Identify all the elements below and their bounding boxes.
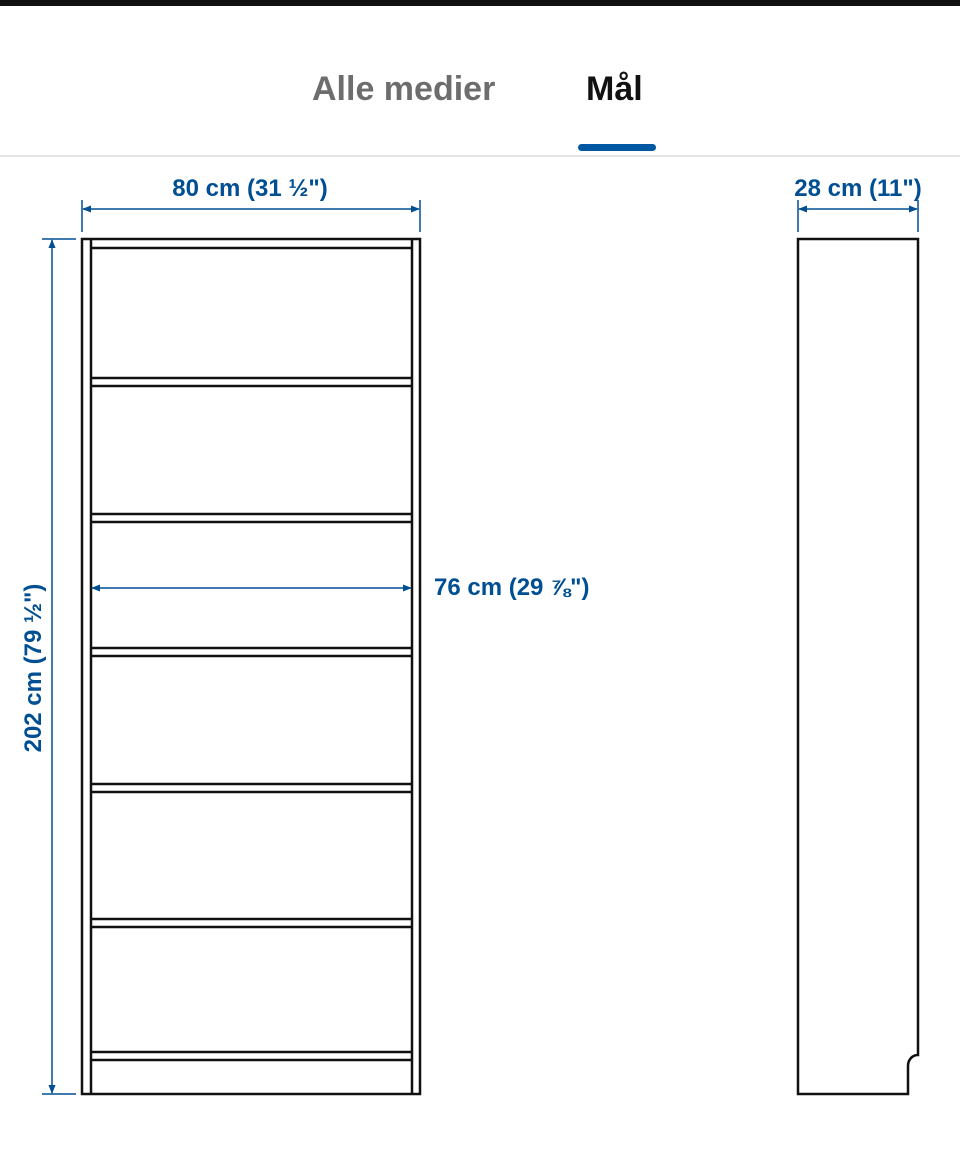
side-view xyxy=(798,239,918,1094)
front-view xyxy=(82,239,420,1094)
tab-all-media[interactable]: Alle medier xyxy=(312,70,496,108)
depth-label: 28 cm (11") xyxy=(794,175,922,202)
inner-width-label: 76 cm (29 ⅞") xyxy=(434,574,590,601)
front-outer-frame xyxy=(82,239,420,1094)
height-label: 202 cm (79 ½") xyxy=(20,583,47,753)
side-outline xyxy=(798,239,918,1094)
width-label: 80 cm (31 ½") xyxy=(172,175,328,202)
tab-dimensions[interactable]: Mål xyxy=(586,70,643,108)
